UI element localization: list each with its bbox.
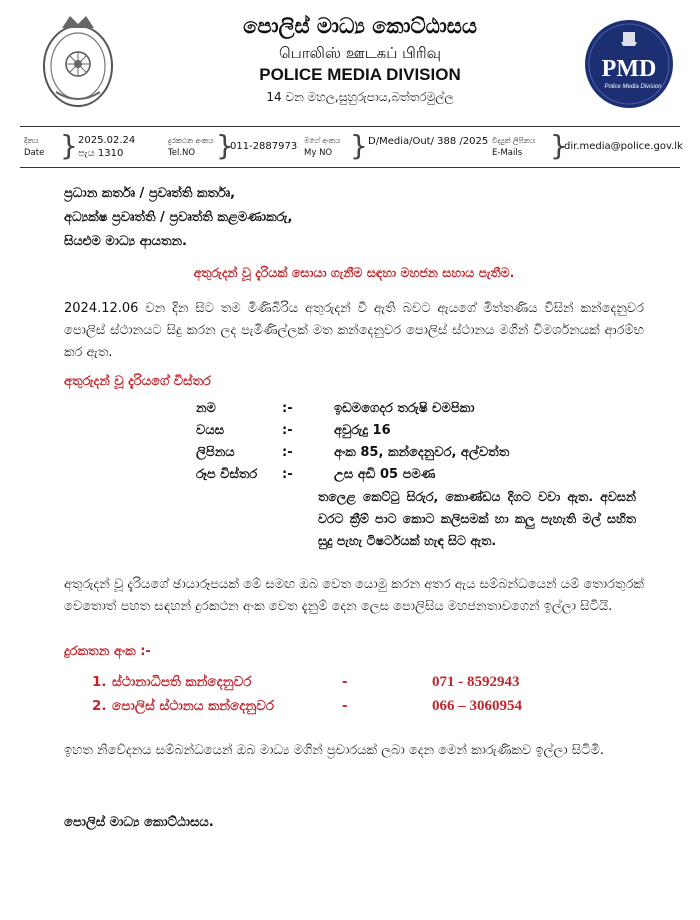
phone-row: 1. ස්ථානාධිපති කන්දෙනුවර - 071 - 8592943 <box>92 670 632 694</box>
tel-value: 011-2887973 <box>230 141 298 152</box>
addressee-block <box>64 182 644 254</box>
date-value: 2025.02.24 පැය 1310 <box>78 135 136 159</box>
org-name-sinhala: පොලිස් මාධ්‍ය කොට්ඨාසය <box>243 14 477 38</box>
organization-title-block <box>180 12 540 106</box>
phone-row: 2. පොලිස් ස්ථානය කන්දෙනුවර - 066 – 3060954 <box>92 694 632 718</box>
org-name-english: POLICE MEDIA DIVISION <box>259 65 461 84</box>
appeal-paragraph: අතුරුදන් වූ දැරියගේ ඡායාරූපයක් මේ සමඟ ඔබ වෙත යොමු කරන අතර ඇය සම්බන්ධයෙන් යම් තොරතුරක් වෙතොත් පහත සඳහන් දුරකථන අංක වෙත දැනුම් දෙන ලෙස පොලිසිය මහජනතාවගෙන් ඉල්ලා සිටියි. <box>64 577 644 614</box>
svg-text:PMD: PMD <box>601 56 657 82</box>
tel-label: දුරකථන අංකය Tel.NO <box>168 136 214 158</box>
detail-row-age: වයස :- අවුරුදු 16 <box>196 423 391 438</box>
signoff: පොලිස් මාධ්‍ය කොට්ඨාසය. <box>64 815 214 830</box>
email-label: විද්‍යුත් ලිපිනය E-Mails <box>492 136 536 158</box>
addressee-line: අධ්‍යක්ෂ ප්‍රවෘත්ති / ප්‍රවෘත්ති කළමණාකරු, <box>64 210 293 225</box>
subject-heading: අතුරුදන් වූ දැරියක් සොයා ගැනීම සඳහා මහජන සහාය පැතීම. <box>193 265 515 280</box>
intro-paragraph: 2024.12.06 වන දින සිට තම මිණිබිරිය අතුරුදන් වී ඇති බවට ඇයගේ මිත්තණිය විසින් කන්දෙනුවර පොලිස් ස්ථානයට සිදු කරන ලද පැමිණිල්ලක් මත කන්දෙනුවර පොලිස් ස්ථානය මගින් විමර්ශනයක් ආරම්භ කර ඇත. <box>64 301 644 360</box>
addressee-line: සියළුම මාධ්‍ය ආයතන. <box>64 234 187 249</box>
email-value: dir.media@police.gov.lk <box>564 141 683 152</box>
physical-description: තලෙළ කෙට්ටු සිරුර, කොණ්ඩය දිගට වවා ඇත. අවසන් වරට ක්‍රීම් පාට කොට කලිසමක් හා කලු පැහැති මල් සහිත සුදු පැහැ ටිෂර්ටයක් හැඳ සිට ඇත. <box>318 489 636 548</box>
detail-row-description: රූප විස්තර :- උස අඩි 05 පමණ <box>196 467 436 482</box>
phone-number[interactable]: 066 – 3060954 <box>432 698 522 714</box>
myno-label: මගේ අංකය My NO <box>304 136 341 158</box>
org-address: 14 වන මහල,සුහුරුපාය,බත්තරමුල්ල <box>266 90 454 104</box>
request-paragraph: ඉහත නිවේදනය සම්බන්ධයෙන් ඔබ මාධ්‍ය මගින් ප්‍රචාරයක් ලබා දෙන මෙන් කාරුණිකව ඉල්ලා සිටිමි. <box>64 743 604 758</box>
police-seal-icon <box>40 12 116 112</box>
details-list <box>196 398 636 486</box>
phone-number[interactable]: 071 - 8592943 <box>432 674 520 690</box>
detail-row-name: නම :- ඉඩමගෙදර තරුෂි චමපිකා <box>196 401 475 416</box>
svg-text:Police Media Division: Police Media Division <box>604 84 662 90</box>
date-label: දිනය Date <box>24 136 45 158</box>
detail-row-address: ලිපිනය :- අංක 85, කන්දෙනුවර, අල්වත්ත <box>196 445 510 460</box>
details-heading: අතුරුදන් වූ දැරියගේ විස්තර <box>64 374 211 389</box>
reference-bar: දිනය Date } 2025.02.24 පැය 1310 දුරකථන අංකය Tel.NO } 011-2887973 මගේ අංකය My NO } D/Media/Out/ 388 /2025 විද්‍යුත් ලිපිනය E-Mails } dir.media@police.gov.lk <box>20 126 680 168</box>
phones-heading: දුරකතන අංක :- <box>64 644 151 659</box>
myno-value: D/Media/Out/ 388 /2025 <box>368 136 489 147</box>
pmd-logo-icon <box>583 18 675 110</box>
phone-list <box>92 670 632 718</box>
org-name-tamil: பொலிஸ் ஊடகப் பிரிவு <box>278 44 441 62</box>
addressee-line: ප්‍රධාන කර්තෘ / ප්‍රවෘත්ති කර්තෘ, <box>64 186 236 201</box>
letterhead <box>0 0 700 130</box>
